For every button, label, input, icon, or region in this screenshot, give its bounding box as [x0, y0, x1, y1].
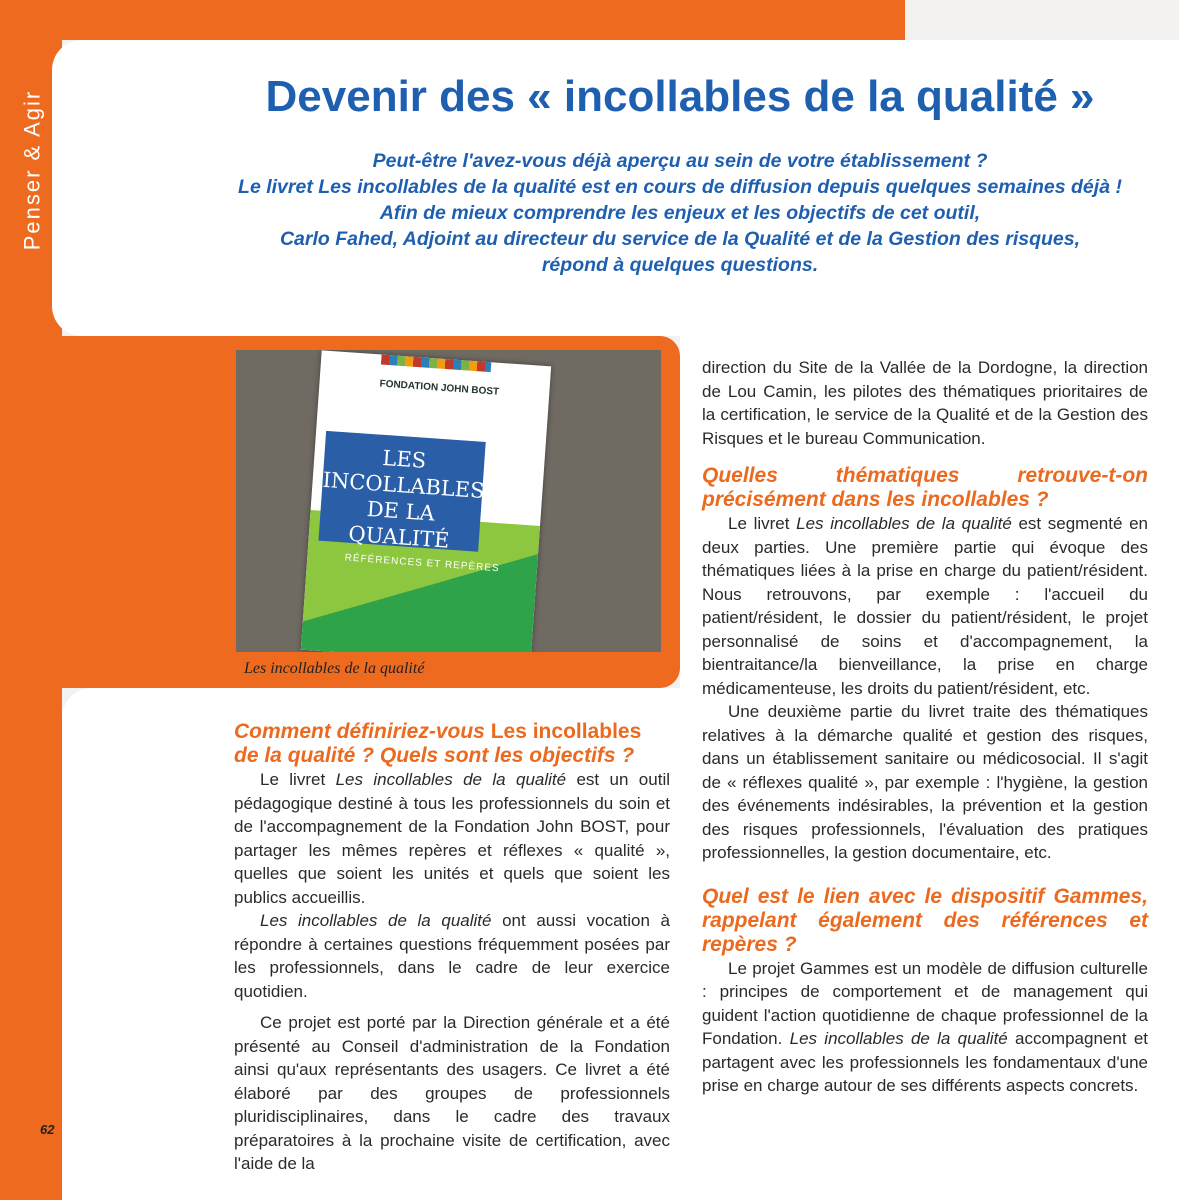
paragraph [234, 909, 670, 1003]
section-tab [14, 40, 50, 300]
paragraph [234, 768, 670, 909]
text: Le projet Gammes est un modèle de diffusion culturelle : principes de comportement et de management qui guident l'action quotidienne de chaque professionnel de la Fondation. [702, 958, 1148, 1048]
cover-title: LES INCOLLABLES DE LA QUALITÉ [321, 445, 486, 553]
question-1 [234, 720, 670, 768]
paragraph [702, 957, 1148, 1098]
booklet-title: Les incollables de la qualité [335, 770, 567, 789]
text: accompagnent et partagent avec les professionnels les fondamentaux d'une prise en charge autour de ses différents aspects concrets. [702, 1029, 1148, 1095]
paragraph: direction du Site de la Vallée de la Dordogne, la direction de Lou Camin, les pilotes des thématiques prioritaires de la certification, le service de la Qualité et de la Gestion des Risques et le bureau Communication. [702, 358, 1148, 448]
intro-block [200, 148, 1160, 278]
booklet-cover [301, 350, 551, 652]
page-number: 62 [40, 1122, 55, 1137]
question-2: Quelles thématiques retrouve-t-on précisément dans les incollables ? [702, 464, 1148, 511]
question-1-title: Les incollables [490, 720, 642, 743]
cover-subtitle: RÉFÉRENCES ET REPÈRES [344, 552, 500, 575]
text: est un outil pédagogique destiné à tous les professionnels du soin et de l'accompagnement de la Fondation John BOST, pour partager les mêmes repères et réflexes « qualité », quelles que soient les unités et quels que soient les publics accueillis. [234, 770, 670, 907]
page-title: Devenir des « incollables de la qualité » [265, 72, 1095, 121]
text: ont aussi vocation à répondre à certaines questions fréquemment posées par les professionnels, dans le cadre de leur exercice quotidien. [234, 911, 670, 1001]
question-1-part: Comment définiriez-vous [234, 720, 491, 743]
booklet-title: Les incollables de la qualité [260, 911, 492, 930]
cover-org: FONDATION JOHN BOST [379, 378, 500, 398]
question-3: Quel est le lien avec le dispositif Gammes, rappelant également des références et repères ? [702, 884, 1148, 956]
booklet-title: Les incollables de la qualité [796, 514, 1012, 533]
paragraph: Une deuxième partie du livret traite des thématiques relatives à la démarche qualité et gestion des risques, dans un établissement sanitaire ou médicosocial. Il s'agit de « réflexes qualité », par exemple : l'hygiène, la gestion des événements indésirables, la prévention et la gestion des risques professionnels, l'évaluation des pratiques professionnelles, la gestion documentaire, etc. [702, 702, 1148, 862]
cover-blue-block [318, 431, 485, 552]
intro-line: Afin de mieux comprendre les enjeux et les objectifs de cet outil, [379, 202, 981, 224]
intro-line: Peut-être l'avez-vous déjà aperçu au sein de votre établissement ? [372, 150, 988, 172]
cover-stripes [381, 355, 491, 373]
paragraph [702, 512, 1148, 700]
booklet-photo [236, 350, 661, 652]
text: est segmenté en deux parties. Une première partie qui évoque des thématiques liées à la prise en charge du patient/résident. Nous retrouvons, par exemple : l'accueil du patient/résident, le dossier du patient/résident, le projet personnalisé de soins et d'accompagnement, la bientraitance/la bienveillance, la prise en charge médicamenteuse, les droits du patient/résident, etc. [702, 514, 1148, 698]
left-column [234, 720, 670, 1176]
intro-line: Le livret Les incollables de la qualité est en cours de diffusion depuis quelques semaines déjà ! [238, 176, 1122, 198]
paragraph: Ce projet est porté par la Direction générale et a été présenté au Conseil d'administration de la Fondation ainsi qu'aux représentants des usagers. Ce livret a été élaboré par des groupes de professionnels pluridisciplinaires, dans le cadre des travaux préparatoires à la prochaine visite de certification, avec l'aide de la [234, 1013, 670, 1173]
photo-caption: Les incollables de la qualité [244, 660, 425, 677]
booklet-title: Les incollables de la qualité [789, 1029, 1008, 1048]
text: Le livret [728, 514, 797, 533]
intro-line: Carlo Fahed, Adjoint au directeur du service de la Qualité et de la Gestion des risques, [279, 228, 1081, 250]
question-1-part: de la qualité ? Quels sont les objectifs ? [234, 744, 635, 767]
text: Le livret [260, 770, 336, 789]
section-tab-label: Penser & Agir [19, 89, 45, 251]
right-column [702, 356, 1148, 1098]
intro-line: répond à quelques questions. [541, 254, 819, 276]
orange-frame-top [0, 0, 905, 40]
